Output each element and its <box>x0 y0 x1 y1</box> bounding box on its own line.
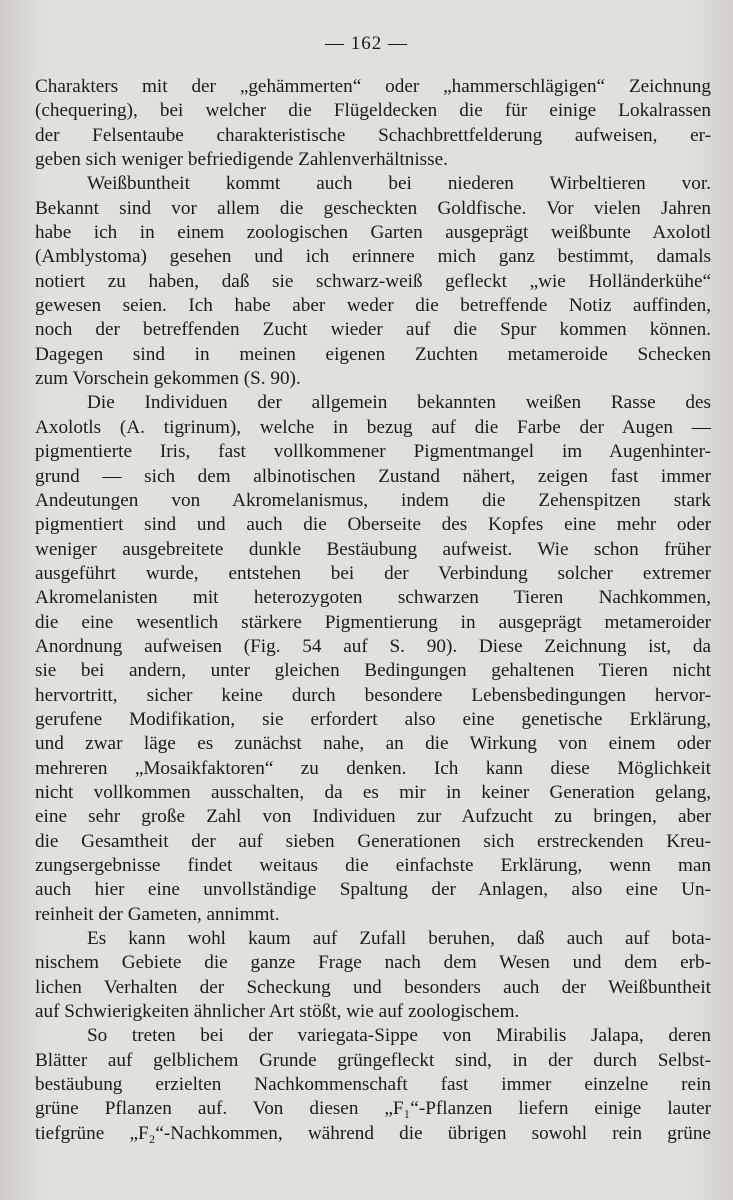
text-line: auch hier eine unvollständige Spaltung der Anlagen, also eine Un- <box>35 879 711 901</box>
text-line: hervortritt, sicher keine durch besondere Lebensbedingungen hervor- <box>35 684 711 706</box>
text-line: Akromelanisten mit heterozygoten schwarzen Tieren Nachkommen, <box>35 587 711 609</box>
text-line: zungsergebnisse findet weitaus die einfachste Erklärung, wenn man <box>35 855 711 876</box>
text-line: und zwar läge es zunächst nahe, an die Wirkung von einem oder <box>35 733 711 755</box>
text-line: die eine wesentlich stärkere Pigmentierung in ausgeprägt metameroider <box>35 611 711 633</box>
text-line: (Amblystoma) gesehen und ich erinnere mich ganz bestimmt, damals <box>35 246 711 268</box>
text-line: mehreren „Mosaikfaktoren“ zu denken. Ich kann diese Möglichkeit <box>35 757 711 779</box>
text-line: So treten bei der variegata-Sippe von Mirabilis Jalapa, deren <box>87 1025 711 1047</box>
text-line: grüne Pflanzen auf. Von diesen „F₁“-Pflanzen liefern einige lauter <box>35 1098 711 1120</box>
text-line: reinheit der Gameten, annimmt. <box>35 903 280 925</box>
text-line: gerufene Modifikation, sie erfordert also eine genetische Erklärung, <box>35 708 711 730</box>
text-line: bestäubung erzielten Nachkommenschaft fast immer einzelne rein <box>35 1074 711 1096</box>
text-line: ausgeführt wurde, entstehen bei der Verbindung solcher extremer <box>35 562 711 584</box>
text-line: Axolotls (A. tigrinum), welche in bezug auf die Farbe der Augen — <box>35 416 711 438</box>
text-line: der Felsentaube charakteristische Schachbrettfelderung aufweisen, er- <box>35 124 711 146</box>
page-number: — 162 — <box>325 33 408 54</box>
text-line: habe ich in einem zoologischen Garten ausgeprägt weißbunte Axolotl <box>35 222 711 244</box>
text-line: pigmentiert sind und auch die Oberseite des Kopfes eine mehr oder <box>35 514 711 536</box>
text-line: pigmentierte Iris, fast vollkommener Pigmentmangel im Augenhinter- <box>35 441 711 463</box>
text-line: die Gesamtheit der auf sieben Generationen sich erstreckenden Kreu- <box>35 830 711 852</box>
text-line: eine sehr große Zahl von Individuen zur Aufzucht zu bringen, aber <box>35 806 711 828</box>
text-line: Die Individuen der allgemein bekannten weißen Rasse des <box>87 392 711 414</box>
text-line: (chequering), bei welcher die Flügeldecken die für einige Lokalrassen <box>35 100 711 122</box>
body-text <box>35 75 711 1146</box>
text-line: nischem Gebiete die ganze Frage nach dem Wesen und dem erb- <box>35 952 711 974</box>
text-line: sie bei andern, unter gleichen Bedingungen gehaltenen Tieren nicht <box>35 660 711 682</box>
text-line: Andeutungen von Akromelanismus, indem die Zehenspitzen stark <box>35 489 711 511</box>
text-line: notiert zu haben, daß sie schwarz-weiß gefleckt „wie Holländerkühe“ <box>35 270 711 292</box>
text-line: Anordnung aufweisen (Fig. 54 auf S. 90). Diese Zeichnung ist, da <box>35 635 711 657</box>
text-line: geben sich weniger befriedigende Zahlenverhältnisse. <box>35 149 448 171</box>
text-line: Bekannt sind vor allem die gescheckten Goldfische. Vor vielen Jahren <box>35 197 711 219</box>
text-line: tiefgrüne „F₂“-Nachkommen, während die übrigen sowohl rein grüne <box>35 1122 711 1144</box>
text-line: gewesen seien. Ich habe aber weder die betreffende Notiz auffinden, <box>35 295 711 317</box>
text-line: Es kann wohl kaum auf Zufall beruhen, daß auch auf bota- <box>87 928 711 950</box>
text-line: lichen Verhalten der Scheckung und besonders auch der Weißbuntheit <box>35 976 711 998</box>
text-line: Charakters mit der „gehämmerten“ oder „hammerschlägigen“ Zeichnung <box>35 76 711 97</box>
text-line: Weißbuntheit kommt auch bei niederen Wirbeltieren vor. <box>87 173 711 195</box>
text-line: grund — sich dem albinotischen Zustand nähert, zeigen fast immer <box>35 465 711 487</box>
text-line: nicht vollkommen ausschalten, da es mir in keiner Generation gelang, <box>35 781 711 803</box>
text-line: zum Vorschein gekommen (S. 90). <box>35 368 301 390</box>
text-line: auf Schwierigkeiten ähnlicher Art stößt, wie auf zoologischem. <box>35 1001 520 1023</box>
text-line: Dagegen sind in meinen eigenen Zuchten metameroide Schecken <box>35 343 711 365</box>
text-line: weniger ausgebreitete dunkle Bestäubung aufweist. Wie schon früher <box>35 538 711 560</box>
text-line: noch der betreffenden Zucht wieder auf die Spur kommen können. <box>35 319 711 341</box>
text-line: Blätter auf gelblichem Grunde grüngefleckt sind, in der durch Selbst- <box>35 1049 711 1071</box>
